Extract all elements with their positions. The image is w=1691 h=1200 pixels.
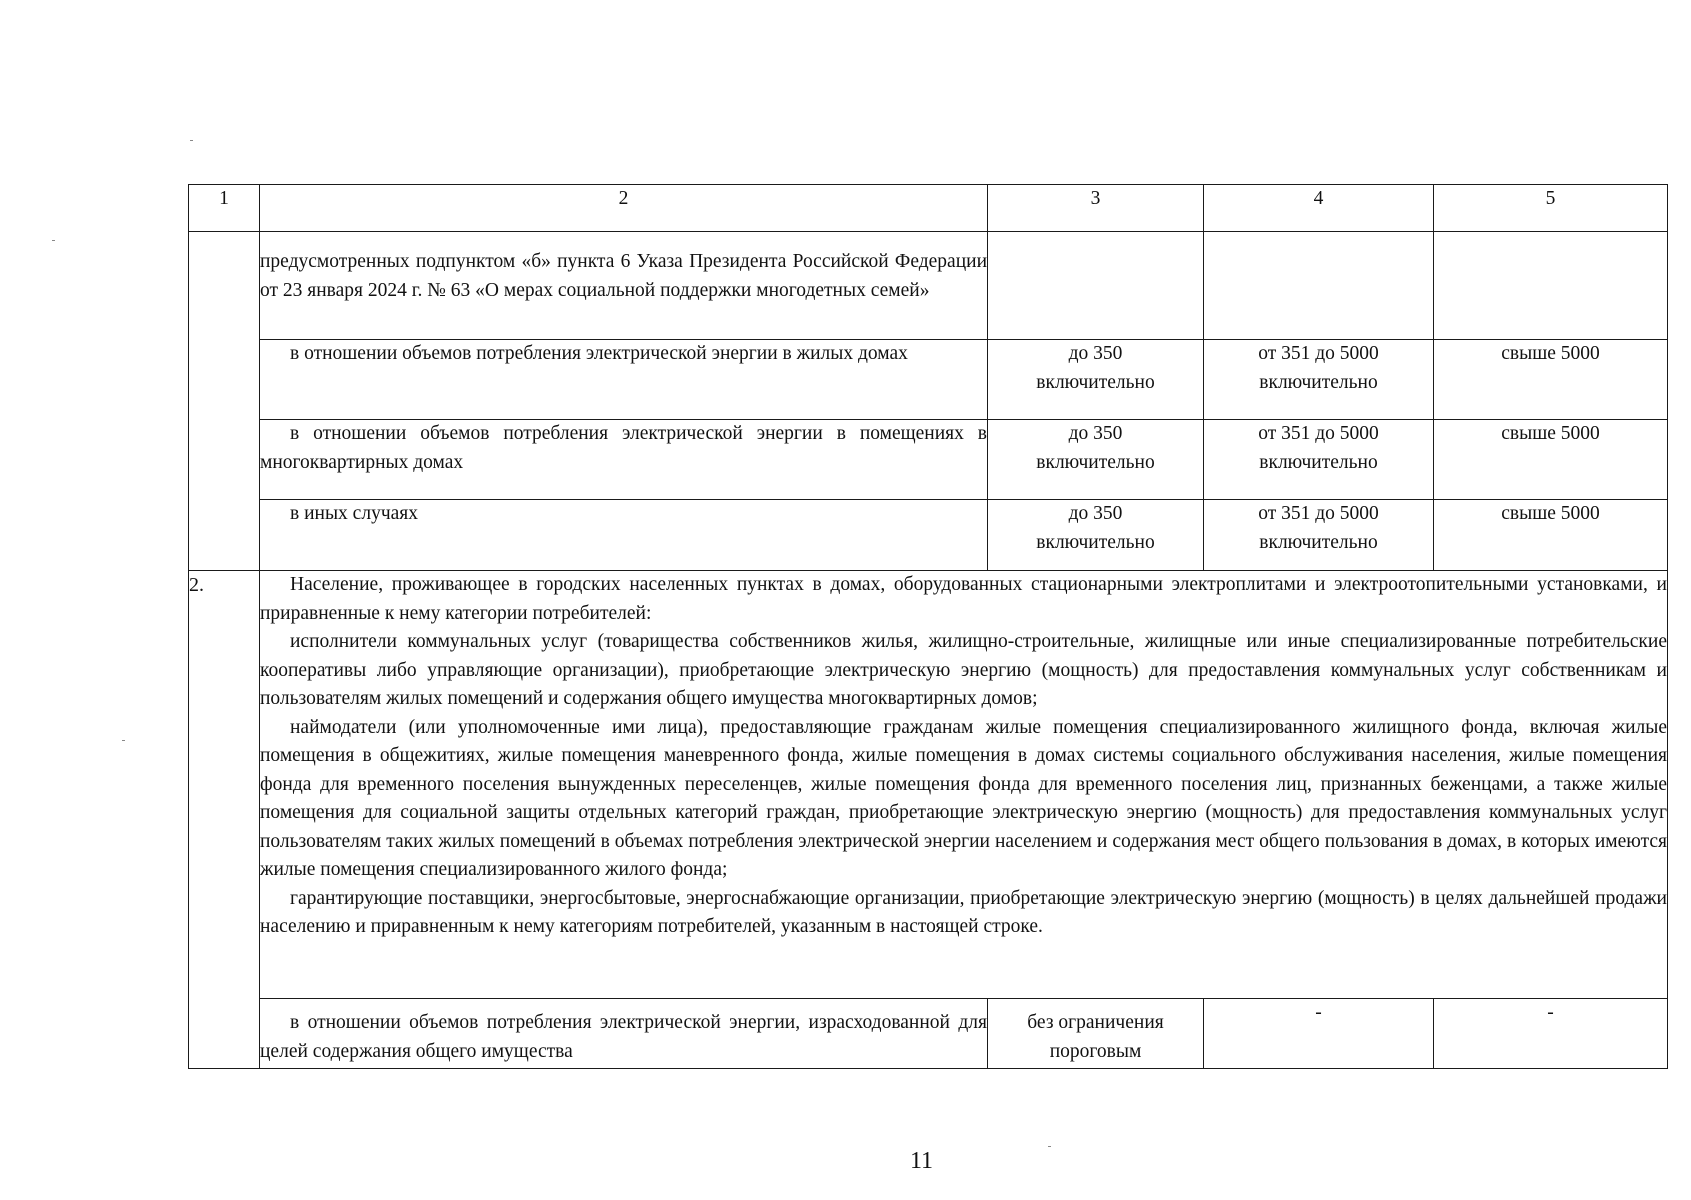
scan-speck — [122, 740, 125, 741]
group2-description — [260, 571, 1668, 999]
threshold-cell-col5: свыше 5000 — [1434, 500, 1668, 571]
threshold-value: без ограничения — [1027, 1012, 1164, 1033]
threshold-cell-col4 — [1204, 340, 1434, 420]
threshold-value: до 350 — [1068, 503, 1123, 524]
threshold-value: от 351 до 5000 — [1258, 343, 1379, 364]
threshold-cell-col3 — [988, 420, 1204, 500]
row-description-text: в отношении объемов потребления электрической энергии в жилых домах — [290, 343, 908, 364]
row-number-cell: 2. — [189, 571, 260, 1069]
group2-paragraph: Население, проживающее в городских населенных пунктах в домах, оборудованных стационарными электроплитами и электроотопительными установками, и приравненные к нему категории потребителей: — [260, 574, 1667, 624]
row-description — [260, 999, 988, 1069]
row-description-text: в иных случаях — [290, 503, 418, 524]
threshold-cell-col5: - — [1434, 999, 1668, 1069]
table-row — [189, 999, 1668, 1069]
threshold-qualifier: пороговым — [1049, 1040, 1142, 1062]
threshold-qualifier: включительно — [1259, 371, 1378, 393]
row-description-text: в отношении объемов потребления электрической энергии, израсходованной для целей содержания общего имущества — [260, 1012, 987, 1062]
threshold-cell-col3 — [988, 999, 1204, 1069]
threshold-cell-col4 — [1204, 420, 1434, 500]
header-cell-1: 1 — [189, 185, 260, 232]
header-cell-3: 3 — [988, 185, 1204, 232]
group1-intro-text: предусмотренных подпунктом «б» пункта 6 Указа Президента Российской Федерации от 23 января 2024 г. № 63 «О мерах социальной поддержки многодетных семей» — [260, 232, 988, 340]
row-description — [260, 420, 988, 500]
table-row — [189, 571, 1668, 999]
threshold-cell-col3 — [988, 500, 1204, 571]
threshold-value: от 351 до 5000 — [1258, 423, 1379, 444]
threshold-value: до 350 — [1068, 343, 1123, 364]
threshold-qualifier: включительно — [1036, 371, 1155, 393]
header-cell-2: 2 — [260, 185, 988, 232]
row-number-cell-empty — [189, 232, 260, 571]
table-header-row — [189, 185, 1668, 232]
threshold-cell-col3 — [988, 340, 1204, 420]
group2-paragraph: наймодатели (или уполномоченные ими лица), предоставляющие гражданам жилые помещения специализированного жилищного фонда, включая жилые помещения в общежитиях, жилые помещения маневренного фонда, жилые помещения в домах системы социального обслуживания населения, жилые помещения фонда для временного поселения вынужденных переселенцев, жилые помещения фонда для временного поселения лиц, признанных беженцами, а также жилые помещения для социальной защиты отдельных категорий граждан, приобретающие электрическую энергию (мощность) для предоставления коммунальных услуг пользователям таких жилых помещений в объемах потребления электрической энергии населением и содержания мест общего пользования в домах, в которых имеются жилые помещения специализированного жилого фонда; — [260, 716, 1667, 880]
threshold-cell-col5: свыше 5000 — [1434, 420, 1668, 500]
threshold-qualifier: включительно — [1259, 451, 1378, 473]
table-row — [189, 340, 1668, 420]
threshold-cell-col4: - — [1204, 999, 1434, 1069]
row-description — [260, 500, 988, 571]
threshold-value: от 351 до 5000 — [1258, 503, 1379, 524]
row-description-text: в отношении объемов потребления электрической энергии в помещениях в многоквартирных домах — [260, 423, 987, 473]
tariff-table — [188, 184, 1668, 1069]
empty-cell — [988, 232, 1204, 340]
table-row — [189, 232, 1668, 340]
empty-cell — [1434, 232, 1668, 340]
threshold-cell-col5: свыше 5000 — [1434, 340, 1668, 420]
header-cell-4: 4 — [1204, 185, 1434, 232]
scan-speck — [52, 240, 55, 241]
table-row — [189, 420, 1668, 500]
page-number: 11 — [909, 1148, 934, 1174]
header-cell-5: 5 — [1434, 185, 1668, 232]
empty-cell — [1204, 232, 1434, 340]
table-row — [189, 500, 1668, 571]
row-description — [260, 340, 988, 420]
threshold-value: до 350 — [1068, 423, 1123, 444]
group2-paragraph: гарантирующие поставщики, энергосбытовые, энергоснабжающие организации, приобретающие электрическую энергию (мощность) в целях дальнейшей продажи населению и приравненным к нему категориям потребителей, указанным в настоящей строке. — [260, 887, 1667, 937]
scan-speck — [1048, 1146, 1051, 1147]
scan-speck — [190, 140, 193, 141]
threshold-qualifier: включительно — [1036, 451, 1155, 473]
threshold-qualifier: включительно — [1036, 531, 1155, 553]
group2-paragraph: исполнители коммунальных услуг (товарищества собственников жилья, жилищно-строительные, жилищные или иные специализированные потребительские кооперативы либо управляющие организации), приобретающие электрическую энергию (мощность) для предоставления коммунальных услуг собственникам и пользователям жилых помещений и содержания общего имущества многоквартирных домов; — [260, 631, 1667, 709]
threshold-cell-col4 — [1204, 500, 1434, 571]
threshold-qualifier: включительно — [1259, 531, 1378, 553]
